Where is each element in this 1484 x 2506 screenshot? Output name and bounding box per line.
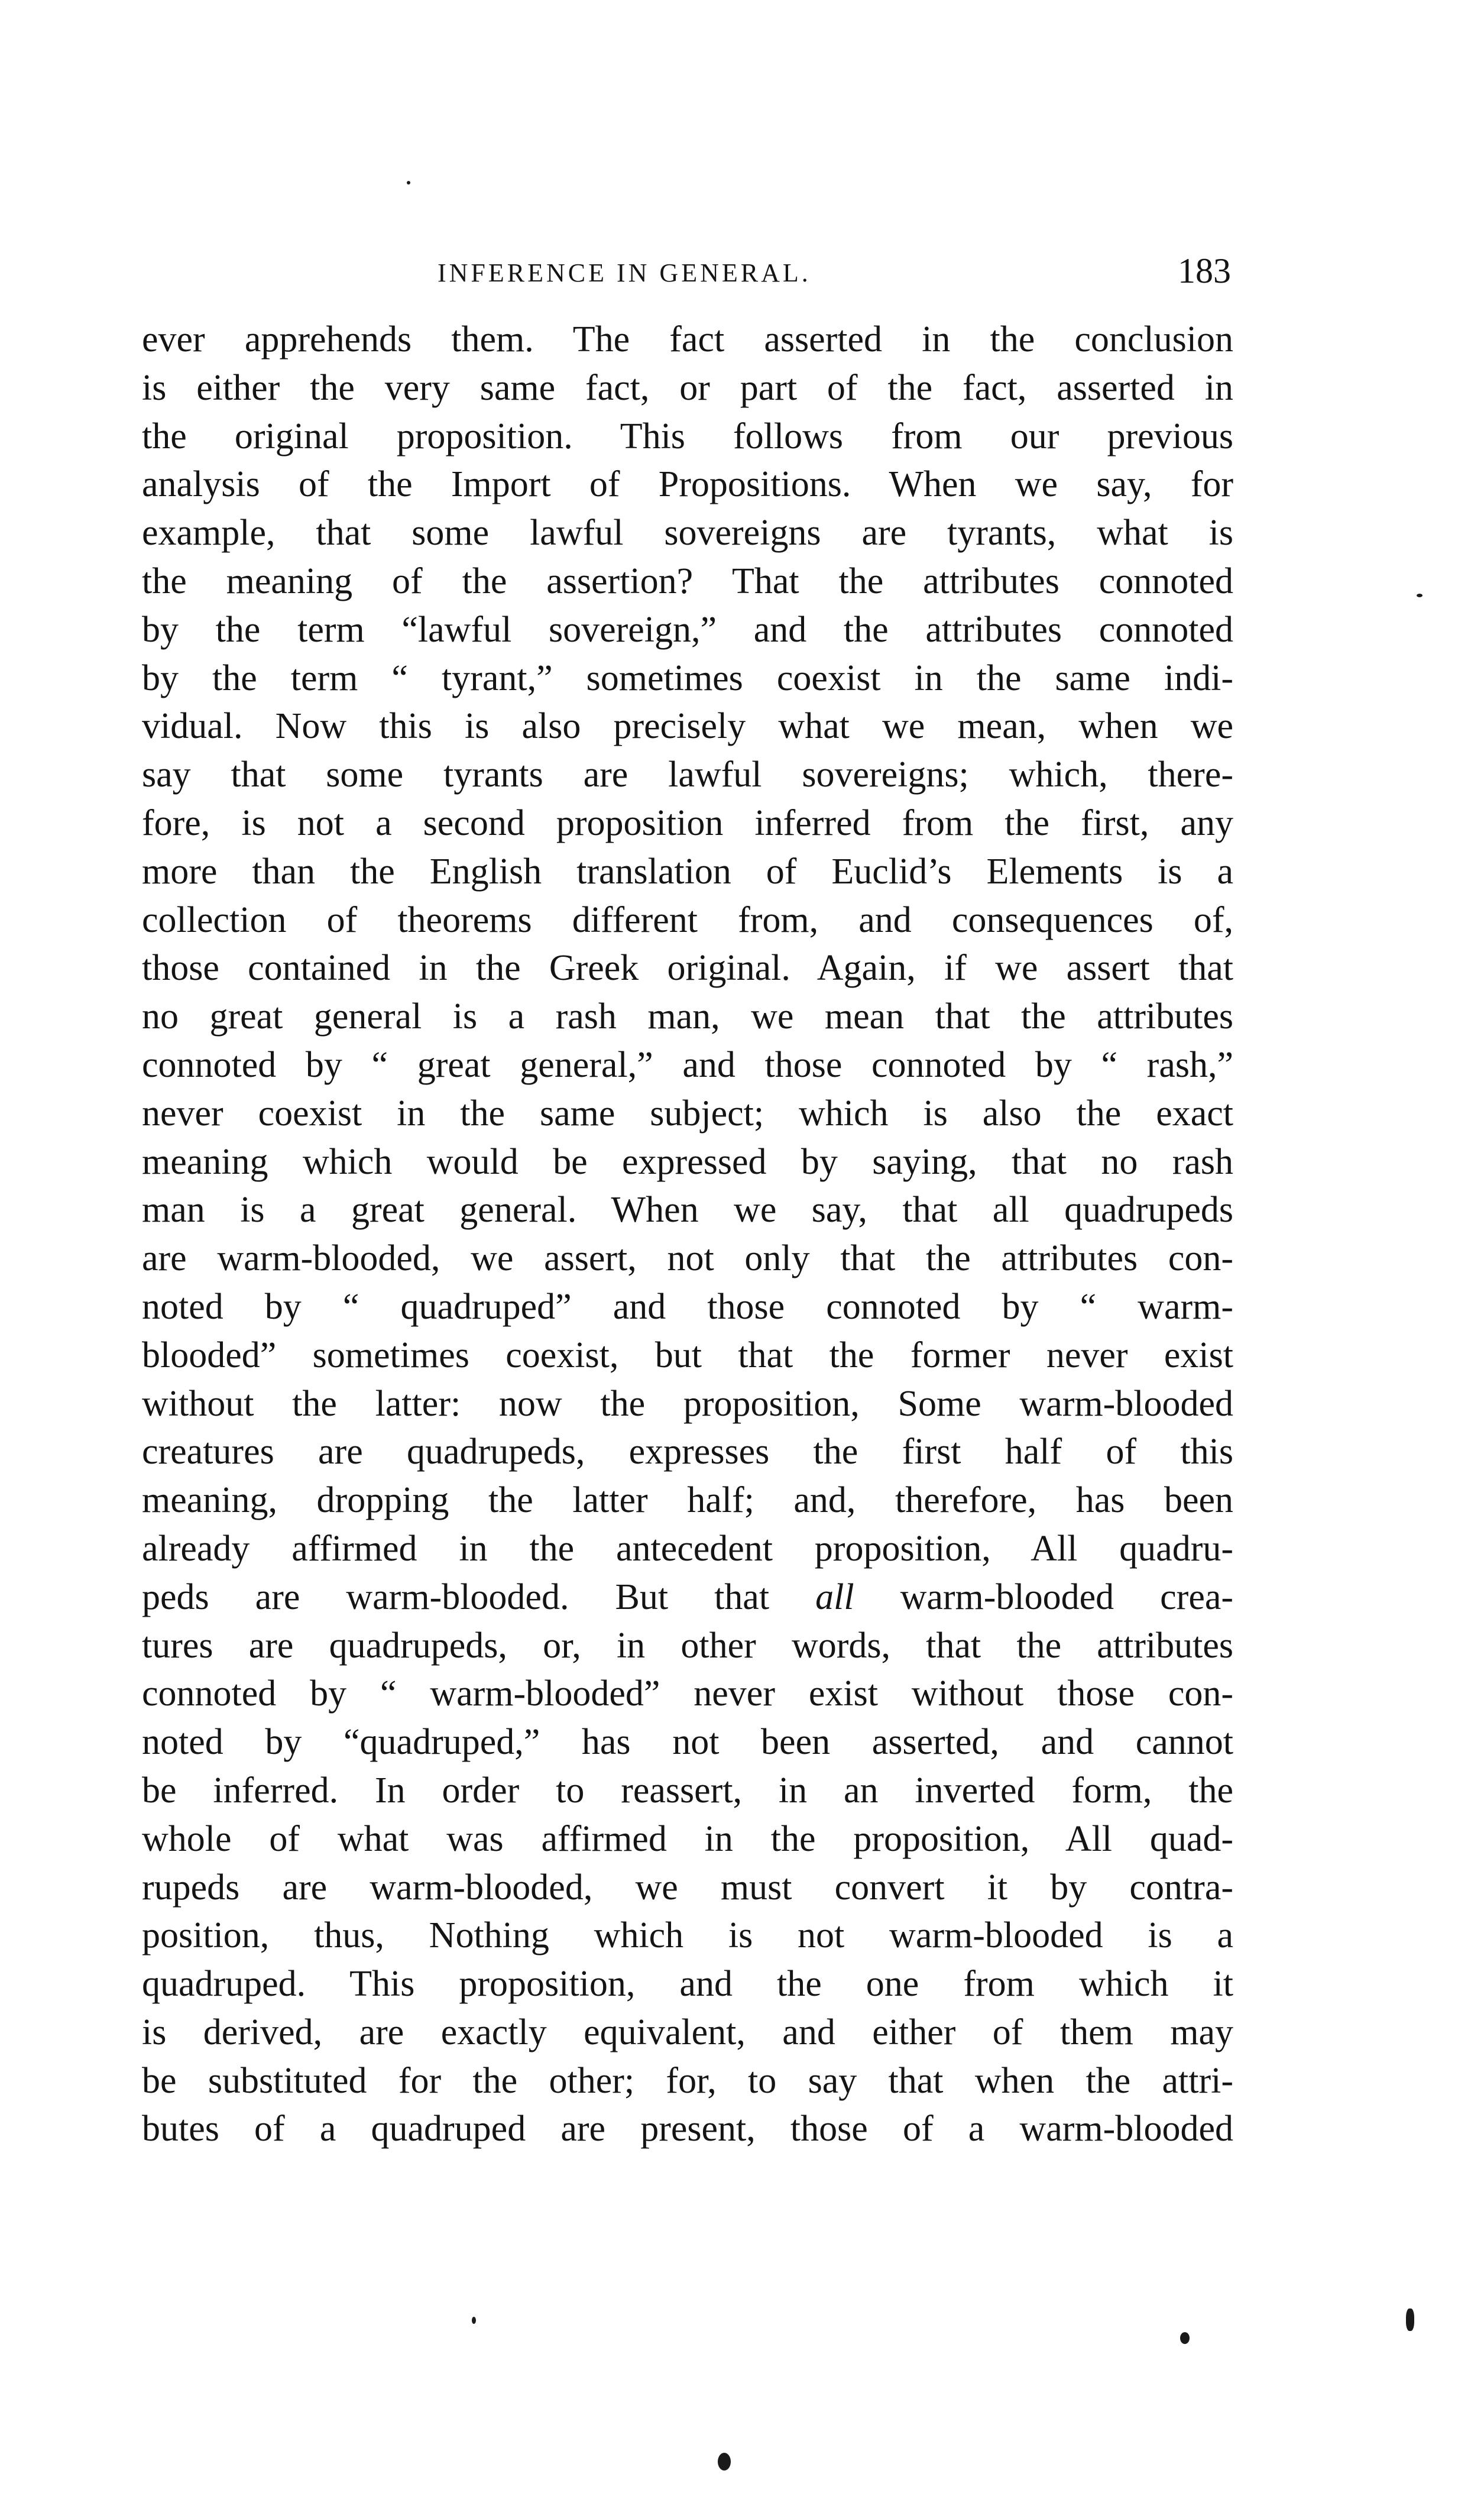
text-line: is either the very same fact, or part of the fact, asserted in [142, 367, 1233, 408]
text-line: already affirmed in the antecedent proposition, All quadru- [142, 1528, 1233, 1569]
scan-speck [1180, 2332, 1190, 2344]
text-line: be inferred. In order to reassert, in an inverted form, the [142, 1770, 1233, 1811]
text-line: connoted by “ great general,” and those connoted by “ rash,” [142, 1044, 1233, 1085]
text-line: by the term “ tyrant,” sometimes coexist in the same indi- [142, 658, 1233, 698]
text-line: the meaning of the assertion? That the attributes connoted [142, 561, 1233, 601]
text-line: ever apprehends them. The fact asserted in the conclusion [142, 319, 1233, 360]
text-segment: warm-blooded crea- [854, 1576, 1233, 1617]
text-line: whole of what was affirmed in the proposition, All quad- [142, 1818, 1233, 1859]
text-line: creatures are quadrupeds, expresses the first half of this [142, 1432, 1233, 1472]
italic-word: all [815, 1576, 854, 1617]
text-line: quadruped. This proposition, and the one from which it [142, 1964, 1233, 2005]
text-line: no great general is a rash man, we mean that the attributes [142, 996, 1233, 1037]
running-head [143, 247, 1231, 294]
text-line: collection of theorems different from, and consequences of, [142, 899, 1233, 940]
scan-speck [407, 181, 410, 184]
running-head-title: INFERENCE IN GENERAL. [438, 258, 811, 287]
text-line: connoted by “ warm-blooded” never exist without those con- [142, 1673, 1233, 1714]
text-line: example, that some lawful sovereigns are tyrants, what is [142, 513, 1233, 553]
text-line: vidual. Now this is also precisely what we mean, when we [142, 706, 1233, 747]
body-text [142, 316, 1233, 2154]
text-line: meaning, dropping the latter half; and, therefore, has been [142, 1480, 1233, 1521]
text-line: man is a great general. When we say, that all quadrupeds [142, 1190, 1233, 1231]
text-line: is derived, are exactly equivalent, and either of them may [142, 2012, 1233, 2052]
scan-speck [718, 2453, 731, 2471]
text-line: more than the English translation of Euclid’s Elements is a [142, 851, 1233, 892]
text-line: analysis of the Import of Propositions. When we say, for [142, 464, 1233, 505]
text-line: rupeds are warm-blooded, we must convert it by contra- [142, 1867, 1233, 1908]
scan-speck [472, 2317, 476, 2324]
text-line: position, thus, Nothing which is not warm-blooded is a [142, 1915, 1233, 1956]
text-line: are warm-blooded, we assert, not only that the attributes con- [142, 1238, 1233, 1279]
text-segment: peds are warm-blooded. But that [142, 1576, 816, 1617]
text-line: be substituted for the other; for, to say that when the attri- [142, 2060, 1233, 2101]
text-line: noted by “ quadruped” and those connoted by “ warm- [142, 1286, 1233, 1327]
text-line: without the latter: now the proposition, Some warm-blooded [142, 1383, 1233, 1424]
text-line: butes of a quadruped are present, those of a warm-blooded [142, 2109, 1233, 2149]
text-line: the original proposition. This follows from our previous [142, 416, 1233, 456]
scan-speck [1417, 594, 1423, 597]
text-line: meaning which would be expressed by saying, that no rash [142, 1141, 1233, 1182]
scan-speck [1406, 2309, 1414, 2331]
text-line-with-italic [142, 1573, 1233, 1622]
text-line: blooded” sometimes coexist, but that the former never exist [142, 1335, 1233, 1375]
text-line: say that some tyrants are lawful sovereigns; which, there- [142, 755, 1233, 795]
page-number: 183 [1178, 251, 1231, 290]
text-line: never coexist in the same subject; which is also the exact [142, 1093, 1233, 1134]
text-line: fore, is not a second proposition inferred from the first, any [142, 802, 1233, 843]
text-line: by the term “lawful sovereign,” and the attributes connoted [142, 609, 1233, 650]
text-line: those contained in the Greek original. Again, if we assert that [142, 948, 1233, 989]
text-line: tures are quadrupeds, or, in other words, that the attributes [142, 1625, 1233, 1666]
text-line: noted by “quadruped,” has not been asserted, and cannot [142, 1722, 1233, 1763]
